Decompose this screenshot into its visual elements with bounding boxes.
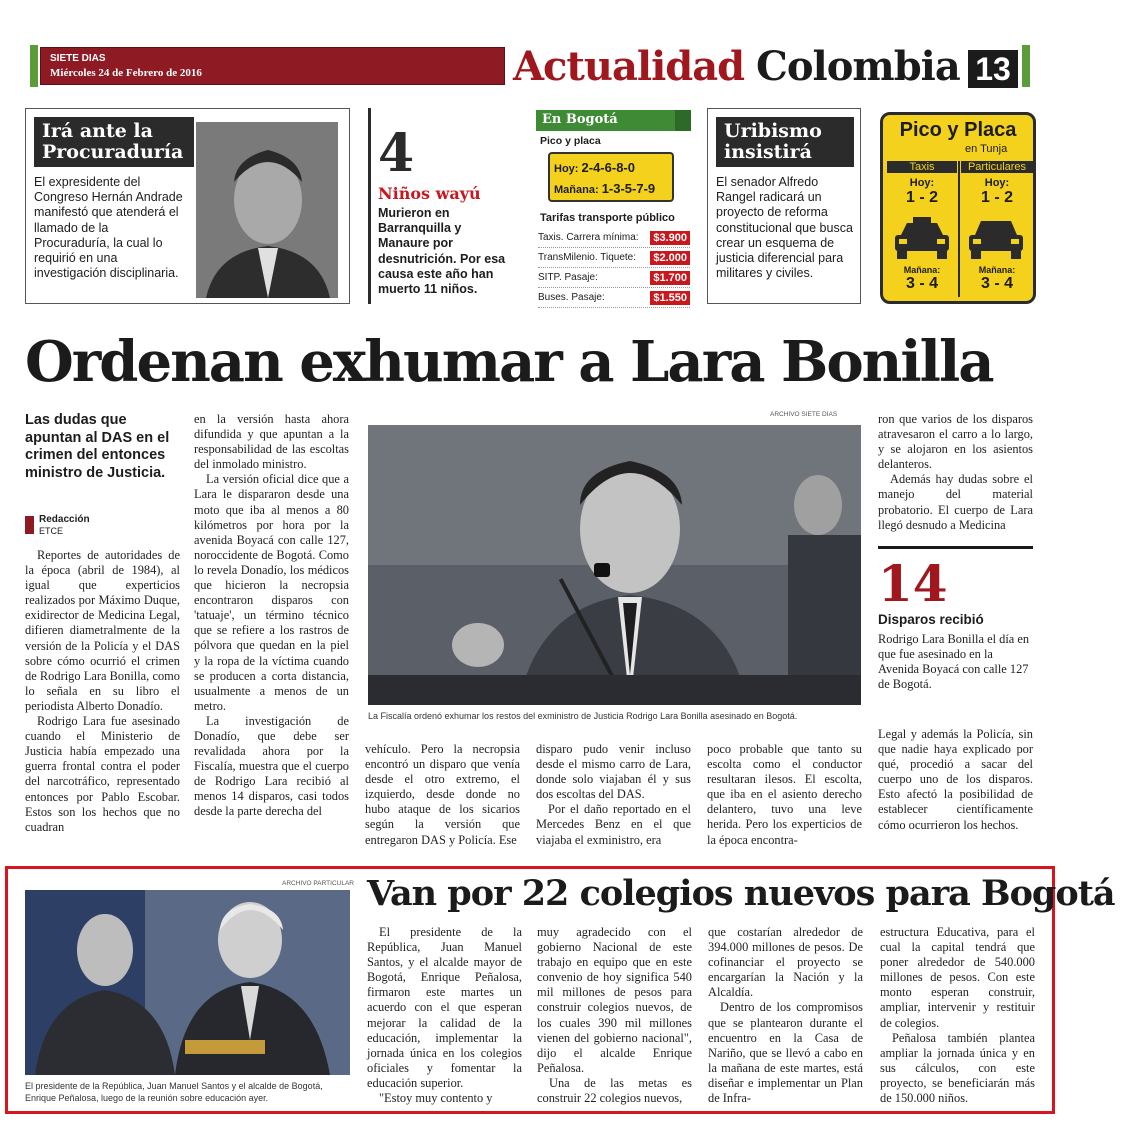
tarifa-row — [538, 228, 690, 248]
main-caption: La Fiscalía ordenó exhumar los restos del exministro de Justicia Rodrigo Lara Bonilla asesinado en Bogotá. — [368, 711, 798, 721]
today-label: Hoy: — [554, 163, 579, 175]
paragraph: Rodrigo Lara fue asesinado cuando el Ministerio de Justicia había empezado una guerra frontal contra el poder del narcotráfico, representado entonces por Pablo Escobar. Estos son los hechos que no cuadran — [25, 714, 180, 834]
paragraph: muy agradecido con el gobierno Nacional de este trabajo en equipo que en este convenio de hoy significa 540 mil millones de pesos para construir colegios nuevos, de los cuales 390 mil millones vienen del gobierno nacional", dijo el alcalde Enrique Peñalosa. — [537, 925, 692, 1075]
second-photo-credit: ARCHIVO PARTICULAR — [282, 880, 354, 887]
paragraph: en la versión hasta ahora difundida y que apuntan a la responsabilidad de las escoltas del inmolado ministro. — [194, 412, 349, 472]
masthead-accent-right — [1022, 45, 1030, 87]
tarifa-row — [538, 288, 690, 308]
main-col-5 — [707, 742, 862, 848]
masthead-accent-left — [30, 45, 38, 87]
bogota-box — [536, 110, 691, 306]
fact-title: Disparos recibió — [878, 612, 984, 627]
pico-placa-label: Pico y placa — [540, 135, 601, 147]
brief-uribismo-box — [707, 108, 861, 304]
main-headline: Ordenan exhumar a Lara Bonilla — [25, 329, 993, 395]
paragraph: Por el daño reportado en el Mercedes Benz en el que viajaba el exministro, era — [536, 802, 691, 847]
brief-procuraduria-box — [25, 108, 350, 304]
tarifa-value: $2.000 — [650, 251, 690, 265]
second-caption: El presidente de la República, Juan Manuel Santos y el alcalde de Bogotá, Enrique Peñalosa, luego de la reunión sobre educación ayer. — [25, 1081, 323, 1103]
tunja-taxis-today: 1 - 2 — [905, 189, 938, 206]
main-col-1 — [25, 548, 180, 835]
car-icon — [967, 215, 1025, 261]
brief-ninos-title: Niños wayú — [378, 184, 481, 203]
photo-santos-penalosa — [25, 890, 350, 1075]
tarifa-value: $1.700 — [650, 271, 690, 285]
second-col-3 — [708, 925, 863, 1106]
brief-procuraduria-title: Irá ante la Procuraduría — [34, 117, 194, 167]
paragraph: Además hay dudas sobre el manejo del material probatorio. El cuerpo de Lara llegó desnudo a Medicina — [878, 472, 1033, 532]
main-col-4 — [536, 742, 691, 848]
paragraph: que costarían alrededor de 394.000 millones de pesos. De cofinanciar el proyecto se encargarían la Nación y la Alcaldía. — [708, 925, 863, 1000]
fact-number: 14 — [878, 554, 948, 613]
byline-marker — [25, 516, 34, 534]
pico-placa-sign — [548, 152, 674, 202]
photo-hernan-andrade — [196, 122, 338, 298]
main-photo-credit: ARCHIVO SIETE DIAS — [770, 411, 838, 418]
brief-uribismo-title: Uribismo insistirá — [716, 117, 854, 167]
tarifa-row — [538, 248, 690, 268]
tarifa-row — [538, 268, 690, 288]
second-headline: Van por 22 colegios nuevos para Bogotá — [367, 873, 1115, 914]
paper-name: SIETE DIAS — [50, 53, 106, 64]
tarifa-label: SITP. Pasaje: — [538, 272, 598, 283]
bogota-header: En Bogotá — [536, 110, 691, 131]
tarifas-title: Tarifas transporte público — [540, 212, 675, 224]
byline-sub: ETCE — [39, 526, 64, 536]
paragraph: Legal y además la Policía, sin que nadie haya explicado por qué, procedió a sacar del cuerpo uno de los disparos. Esto afectó la posibilidad de establecer científicamente cómo ocurrieron los hechos. — [878, 727, 1033, 832]
tunja-taxis-today-label: Hoy: — [909, 177, 935, 189]
second-col-2 — [537, 925, 692, 1106]
brief-ninos-number: 4 — [378, 123, 415, 184]
tomorrow-label: Mañana: — [554, 184, 599, 196]
main-col-3 — [365, 742, 520, 848]
person-silhouette-icon — [196, 122, 338, 298]
tarifas-list — [538, 228, 690, 308]
tunja-col-particulares: Particulares — [961, 161, 1033, 173]
paragraph: Reportes de autoridades de la época (abril de 1984), al igual que experticios realizados por Máximo Duque, exidirector de Medicina Legal, difieren diametralmente de la versión de la Policía y el DAS sobre cómo ocurrió el crimen de Rodrigo Lara Bonilla, como lo señala en su libro el periodista Alberto Donadío. — [25, 548, 180, 713]
main-deck: Las dudas que apuntan al DAS en el crimen del entonces ministro de Justicia. — [25, 412, 170, 481]
tunja-taxis-tomorrow-label: Mañana: — [903, 265, 941, 275]
tomorrow-plates: 1-3-5-7-9 — [601, 181, 656, 196]
tunja-part-tomorrow-label: Mañana: — [978, 265, 1016, 275]
tunja-part-today: 1 - 2 — [980, 189, 1013, 206]
tarifa-label: Taxis. Carrera mínima: — [538, 232, 639, 243]
byline: Redacción — [39, 514, 90, 525]
tunja-taxis-tomorrow: 3 - 4 — [905, 275, 938, 292]
paragraph: disparo pudo venir incluso desde el mismo carro de Lara, donde solo viajaban él y sus dos escoltas del DAS. — [536, 742, 691, 802]
taxi-icon — [893, 215, 951, 261]
tunja-part-today-label: Hoy: — [984, 177, 1010, 189]
paragraph: "Estoy muy contento y — [379, 1091, 493, 1106]
main-col-2 — [194, 412, 349, 820]
tarifa-label: TransMilenio. Tiquete: — [538, 252, 637, 263]
brief-ninos-body: Murieron en Barranquilla y Manaure por desnutrición. Por esa causa este año han muerto 11 niños. — [378, 206, 506, 297]
handshake-ceremony-icon — [25, 890, 350, 1075]
paragraph: Dentro de los compromisos que se plantearon durante el encuentro en la Casa de Nariño, que se llevó a cabo en la mañana de este martes, está diseñar e implementar un Plan de Infra- — [708, 1000, 863, 1106]
paragraph: estructura Educativa, para el cual la capital tendrá que poner alrededor de 540.000 millones de pesos. Con este monto esperan construir, ampliar, intervenir y restituir de colegios. — [880, 925, 1035, 1030]
tunja-part-tomorrow: 3 - 4 — [980, 275, 1013, 292]
brief-procuraduria-body: El expresidente del Congreso Hernán Andrade manifestó que atenderá el llamado de la Procuraduría, la cual lo requirió en una investigación disciplinaria. — [34, 175, 183, 281]
brief-uribismo-body: El senador Alfredo Rangel radicará un proyecto de reforma constitucional que busca crear un esquema de justicia diferencial para militares y civiles. — [716, 175, 853, 281]
main-col-6-top — [878, 412, 1033, 533]
paragraph: Peñalosa también plantea ampliar la jornada única y en sus cálculos, con este proyecto, se beneficiarán más de 150.000 niños. — [880, 1030, 1035, 1106]
paragraph: poco probable que tanto su escolta como el conductor resultaran ilesos. El escolta, que iba en el asiento derecho delantero, tuvo una leve herida. Pero los experticios de la época encontra- — [707, 742, 862, 847]
masthead-bar — [40, 47, 505, 85]
paragraph: vehículo. Pero la necropsia encontró un disparo que venía desde el otro extremo, el izquierdo, desde donde no hubo ataque de los sicarios según la versión que entregaron DAS y Policía. Ese — [365, 742, 520, 847]
photo-lara-bonilla — [368, 425, 861, 705]
tarifa-value: $1.550 — [650, 291, 690, 305]
tunja-divider — [958, 161, 960, 297]
fact-body — [878, 632, 1033, 692]
paragraph: ron que varios de los disparos atravesaron el carro a lo largo, y se alojaron en los asientos delanteros. — [878, 412, 1033, 472]
paragraph: Rodrigo Lara Bonilla el día en que fue asesinado en la Avenida Boyacá con calle 127 de Bogotá. — [878, 632, 1030, 692]
main-col-6-bottom — [878, 727, 1033, 833]
second-col-4 — [880, 925, 1035, 1106]
section-name-actualidad: Actualidad — [513, 43, 745, 90]
second-col-1 — [367, 925, 522, 1106]
paragraph: La versión oficial dice que a Lara le dispararon desde una moto que iba al menos a 80 kilómetros por hora por la avenida Boyacá con calle 127, noroccidente de Bogotá. Como lo revela Donadío, los médicos que hicieron la necropsia encontraron disparos con 'tatuaje', un término técnico que se refiere a los rastros de pólvora que quedan en la piel y la ropa de la víctima cuando se producen a corta distancia, usualmente a menos de un metro. — [194, 472, 349, 713]
tunja-col-taxis: Taxis — [887, 161, 957, 173]
tarifa-value: $3.900 — [650, 231, 690, 245]
page-number: 13 — [968, 50, 1018, 88]
fact-rule — [878, 546, 1033, 549]
tarifa-label: Buses. Pasaje: — [538, 292, 605, 303]
paper-date: Miércoles 24 de Febrero de 2016 — [50, 67, 202, 79]
speaker-at-podium-icon — [368, 425, 861, 705]
tunja-subtitle: en Tunja — [965, 143, 1008, 155]
paragraph: Una de las metas es construir 22 colegios nuevos, — [537, 1075, 692, 1106]
paragraph: La investigación de Donadío, que debe ser revalidada ahora por la Fiscalía, muestra que el cuerpo de Rodrigo Lara recibió al menos 14 disparos, casi todos desde la parte derecha del — [194, 713, 349, 819]
brief-ninos-rule — [368, 108, 371, 304]
tunja-box — [880, 112, 1036, 304]
tunja-title: Pico y Placa — [899, 119, 1017, 141]
today-plates: 2-4-6-8-0 — [581, 160, 635, 175]
paragraph: El presidente de la República, Juan Manuel Santos, y el alcalde mayor de Bogotá, Enrique Peñalosa, firmaron este martes un acuerdo con el que esperan mejorar la calidad de la educación, implementar la jornada única en los colegios oficiales y fomentar la educación superior. — [367, 925, 522, 1090]
section-name-colombia: Colombia — [756, 43, 960, 90]
